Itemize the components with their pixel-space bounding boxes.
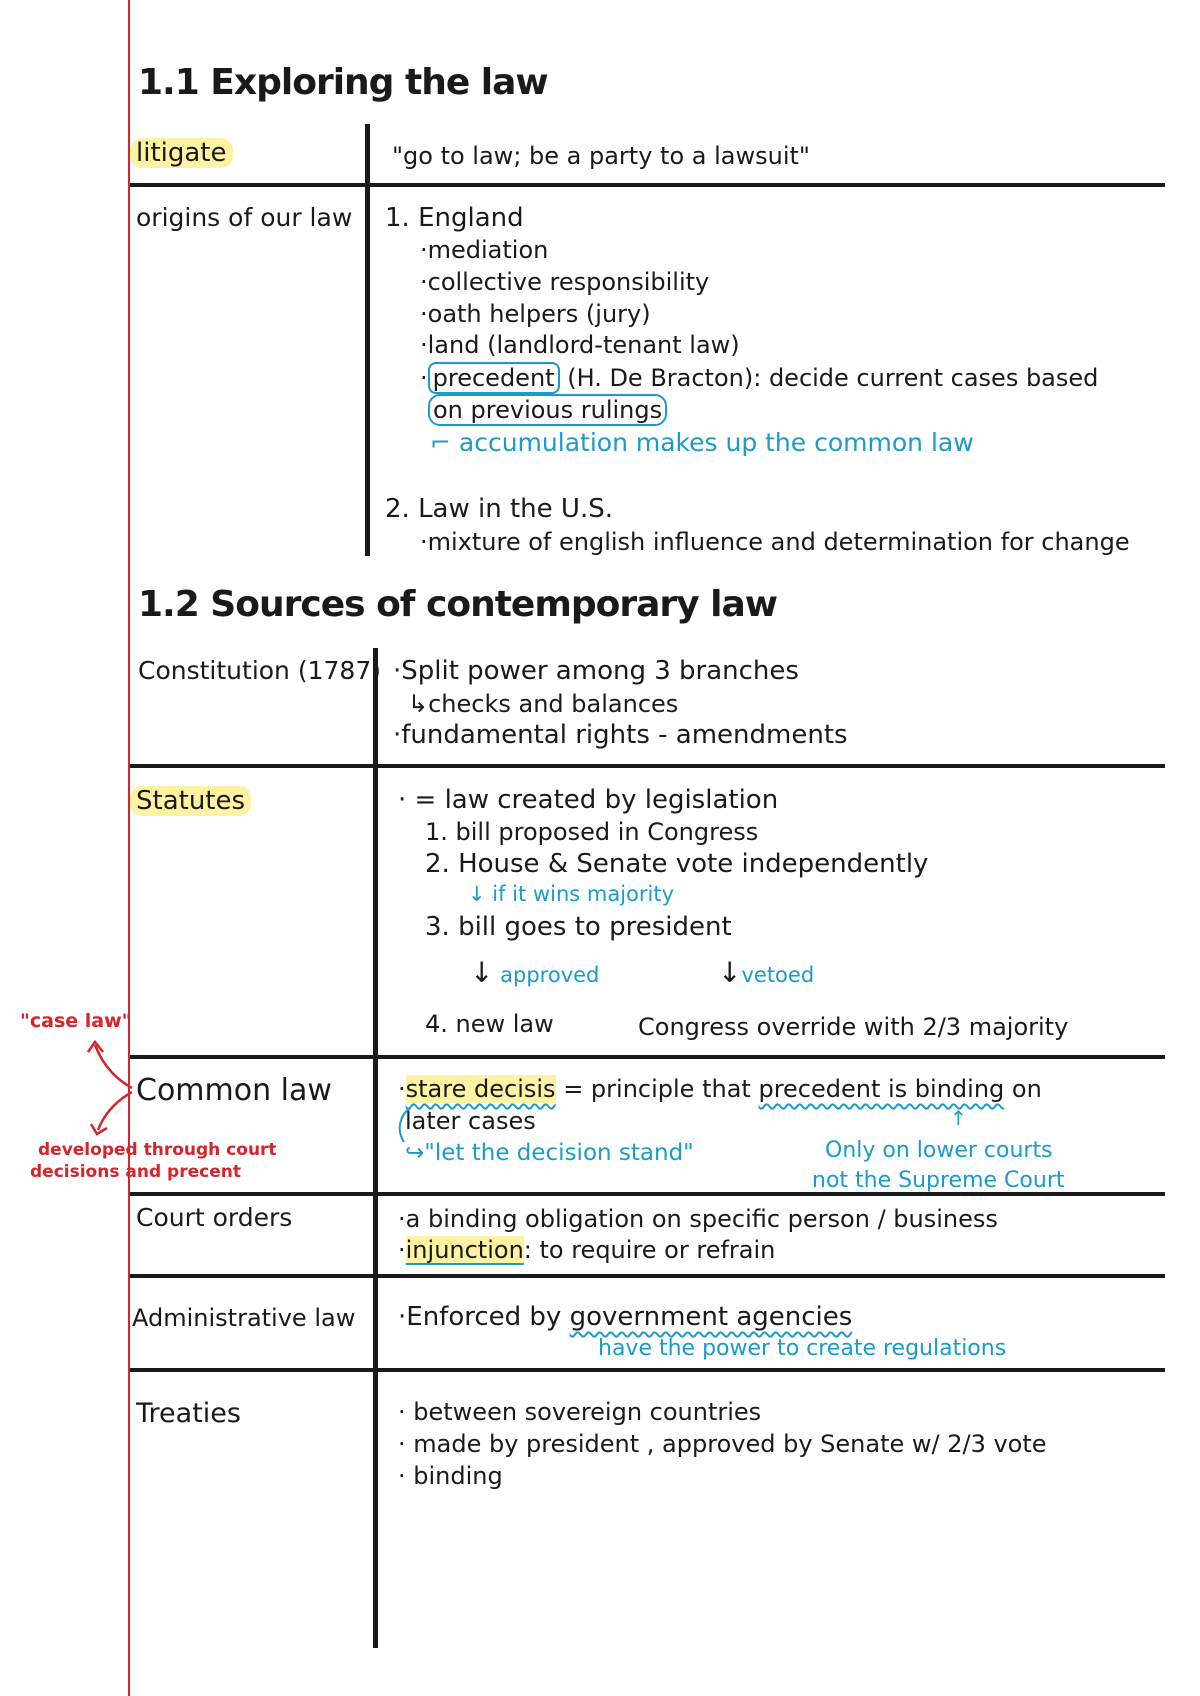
- statutes-majority-note: ↓ if it wins majority: [468, 882, 675, 906]
- term-origins: origins of our law: [136, 203, 353, 232]
- row-separator: [130, 1274, 1165, 1278]
- litigate-definition: "go to law; be a party to a lawsuit": [392, 142, 810, 170]
- statutes-approved: ↓ approved: [470, 956, 600, 989]
- common-law-line2: later cases: [405, 1107, 536, 1135]
- stare-decisis: stare decisis: [405, 1075, 556, 1103]
- origins-item: ·land (landlord-tenant law): [420, 331, 740, 359]
- row-separator: [130, 1055, 1165, 1059]
- case-law-note: "case law": [20, 1010, 132, 1032]
- constitution-line: ·Split power among 3 branches: [393, 656, 799, 686]
- margin-line: [128, 0, 130, 1696]
- term-constitution: Constitution (1787): [138, 656, 381, 685]
- origins-us-item: ·mixture of english influence and determination for change: [420, 528, 1130, 556]
- precedent-circled: precedent: [428, 362, 560, 394]
- section-2-title: 1.2 Sources of contemporary law: [138, 584, 778, 625]
- origins-item: ·collective responsibility: [420, 268, 710, 296]
- statutes-step: 2. House & Senate vote independently: [425, 849, 929, 879]
- statutes-step: 1. bill proposed in Congress: [425, 818, 759, 846]
- origins-item: ·mediation: [420, 236, 549, 264]
- government-agencies: government agencies: [569, 1302, 853, 1332]
- origins-precedent-line: · precedent (H. De Bracton): decide current cases based: [420, 364, 1099, 392]
- term-court-orders: Court orders: [136, 1203, 293, 1232]
- section-1-title: 1.1 Exploring the law: [138, 62, 548, 103]
- term-litigate: litigate: [136, 138, 233, 168]
- origins-us: 2. Law in the U.S.: [385, 494, 613, 524]
- statutes-vetoed: ↓vetoed: [718, 956, 815, 989]
- row-separator: [130, 183, 1165, 187]
- up-arrow-note: ↑: [950, 1106, 967, 1130]
- developed-note-1: developed through court: [38, 1140, 277, 1160]
- treaties-line: · made by president , approved by Senate w/ 2/3 vote: [398, 1430, 1047, 1458]
- section-1-divider: [365, 124, 370, 556]
- statutes-line: · = law created by legislation: [398, 785, 779, 815]
- constitution-line: ·fundamental rights - amendments: [393, 720, 848, 750]
- not-supreme-court: not the Supreme Court: [812, 1168, 1065, 1193]
- term-common-law: Common law: [136, 1073, 332, 1108]
- common-law-line: ·stare decisis = principle that precedent is binding on: [398, 1075, 1042, 1103]
- court-orders-line: ·a binding obligation on specific person / business: [398, 1205, 998, 1233]
- origins-precedent-line2: on previous rulings: [428, 396, 667, 424]
- origins-england: 1. England: [385, 203, 524, 233]
- statutes-step: 4. new law: [425, 1010, 554, 1038]
- agencies-note: have the power to create regulations: [598, 1336, 1007, 1361]
- term-treaties: Treaties: [136, 1398, 241, 1429]
- administrative-line: ·Enforced by government agencies: [398, 1302, 853, 1332]
- injunction: injunction: [405, 1236, 524, 1264]
- term-administrative-law: Administrative law: [132, 1304, 356, 1332]
- let-decision-stand: ↪"let the decision stand": [405, 1140, 694, 1166]
- developed-note-2: decisions and precent: [30, 1162, 241, 1182]
- treaties-line: · between sovereign countries: [398, 1398, 762, 1426]
- accumulation-note: ⌐ accumulation makes up the common law: [430, 428, 974, 457]
- treaties-line: · binding: [398, 1462, 503, 1490]
- origins-item: ·oath helpers (jury): [420, 300, 651, 328]
- row-separator: [130, 1368, 1165, 1372]
- statutes-override: Congress override with 2/3 majority: [638, 1013, 1069, 1041]
- only-lower-courts: Only on lower courts: [825, 1138, 1053, 1163]
- constitution-line: ↳checks and balances: [408, 690, 679, 718]
- court-orders-line2: ·injunction: to require or refrain: [398, 1236, 776, 1264]
- term-statutes: Statutes: [136, 786, 251, 816]
- row-separator: [130, 764, 1165, 768]
- precedent-binding: precedent is binding: [758, 1075, 1005, 1103]
- statutes-step: 3. bill goes to president: [425, 912, 732, 942]
- section-2-divider: [373, 648, 378, 1648]
